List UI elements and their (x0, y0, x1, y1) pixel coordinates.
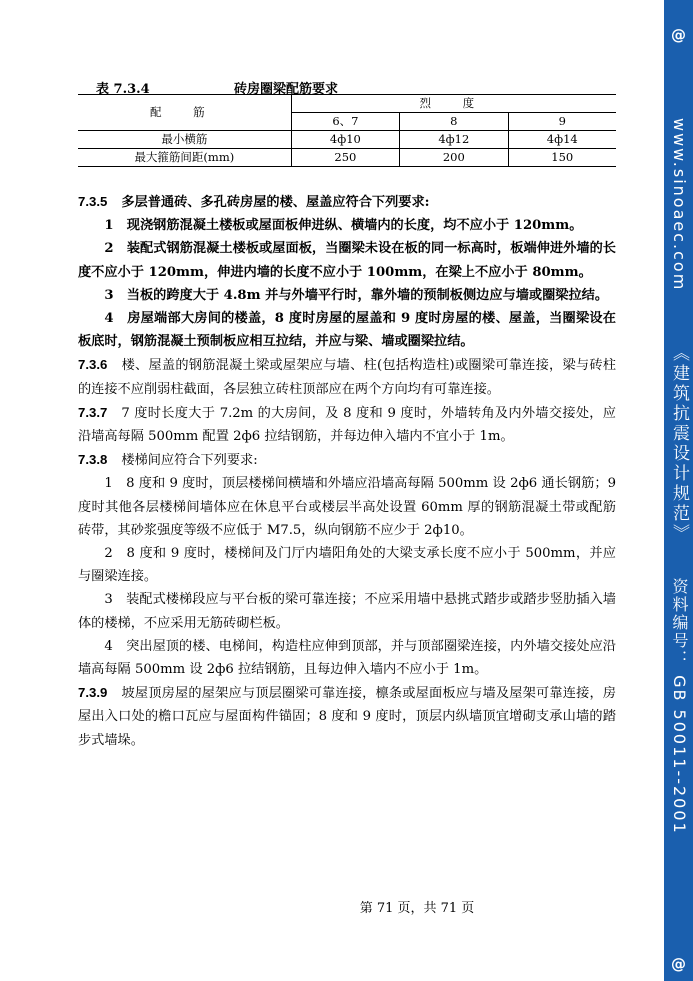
clause-7-3-9: 7.3.9 坡屋顶房屋的屋架应与顶层圈梁可靠连接，檩条或屋面板应与墙及屋架可靠连接，房屋出入口处的檐口瓦应与屋面构件锚固；8 度和 9 度时，顶层内纵墙顶宜增砌支承山墙的踏步式墙垛。 (78, 685, 616, 748)
clause-7-3-5-item-4: 4 房屋端部大房间的楼盖，8 度时房屋的屋盖和 9 度时房屋的楼、屋盖，当圈梁设在板底时，钢筋混凝土预制板应相互拉结，并应与梁、墙或圈梁拉结。 (78, 311, 616, 350)
table-caption-number: 表 7.3.4 (96, 82, 150, 97)
sidebar-document-code: 资料编号： GB 50011--2001 (670, 578, 689, 835)
clause-7-3-8-item-2: 2 8 度和 9 度时，楼梯间及门厅内墙阳角处的大梁支承长度不应小于 500mm，并应与圈梁连接。 (78, 546, 616, 585)
clause-7-3-5-heading: 7.3.5 多层普通砖、多孔砖房屋的楼、屋盖应符合下列要求: (78, 194, 430, 210)
table-row (78, 149, 616, 167)
page-number: 第 71 页，共 71 页 (359, 901, 475, 916)
table-cell: 4ф12 (400, 131, 508, 149)
at-sign-icon: @ (671, 955, 686, 973)
at-sign-icon: @ (671, 26, 686, 44)
clause-7-3-8-item-3: 3 装配式楼梯段应与平台板的梁可靠连接；不应采用墙中悬挑式踏步或踏步竖肋插入墙体的楼梯，不应采用无筋砖砌栏板。 (78, 592, 616, 631)
table-cell: 200 (400, 149, 508, 167)
table-row-label: 最小横筋 (78, 131, 291, 149)
clause-7-3-5-item-3: 3 当板的跨度大于 4.8m 并与外墙平行时，靠外墙的预制板侧边应与墙或圈梁拉结。 (104, 287, 609, 303)
clause-7-3-8-heading: 7.3.8 楼梯间应符合下列要求: (78, 452, 258, 469)
rebar-requirements-table (78, 94, 616, 167)
table-header-intensity: 烈 度 (291, 95, 616, 113)
table-cell: 250 (291, 149, 399, 167)
clause-7-3-5-item-2: 2 装配式钢筋混凝土楼板或屋面板，当圈梁未设在板的同一标高时，板端伸进外墙的长度不应小于 120mm，伸进内墙的长度不应小于 100mm，在梁上不应小于 80mm。 (78, 241, 616, 280)
table-col-6-7: 6、7 (291, 113, 399, 131)
clause-7-3-7: 7.3.7 7 度时长度大于 7.2m 的大房间，及 8 度和 9 度时，外墙转角及内外墙交接处，应沿墙高每隔 500mm 配置 2ф6 拉结钢筋，并每边伸入墙内不宜小于 1m。 (78, 404, 616, 445)
page-footer (0, 897, 664, 916)
table-cell: 4ф10 (291, 131, 399, 149)
table-cell: 150 (508, 149, 616, 167)
clause-7-3-8-item-4: 4 突出屋顶的楼、电梯间，构造柱应伸到顶部，并与顶部圈梁连接，内外墙交接处应沿墙高每隔 500mm 设 2ф6 拉结钢筋，且每边伸入墙内不应小于 1m。 (78, 638, 616, 678)
table-row (78, 131, 616, 149)
sidebar-website: www.sinoaec.com (670, 118, 689, 292)
body-text (78, 190, 616, 752)
table-cell: 4ф14 (508, 131, 616, 149)
clause-7-3-5-item-1: 1 现浇钢筋混凝土楼板或屋面板伸进纵、横墙内的长度，均不应小于 120mm。 (104, 218, 583, 234)
table-col-8: 8 (400, 113, 508, 131)
sidebar-book-title: 《建筑抗震设计规范》 (669, 344, 689, 544)
table-header-rebar: 配 筋 (78, 95, 291, 131)
clause-7-3-6: 7.3.6 楼、屋盖的钢筋混凝土梁或屋架应与墙、柱(包括构造柱)或圈梁可靠连接，梁与砖柱的连接不应削弱柱截面，各层独立砖柱顶部应在两个方向均有可靠连接。 (78, 357, 616, 397)
table-caption-title: 砖房圈梁配筋要求 (234, 82, 339, 97)
table-col-9: 9 (508, 113, 616, 131)
table-header-row (78, 95, 616, 113)
table-row-label: 最大箍筋间距(mm) (78, 149, 291, 167)
brand-sidebar (664, 0, 693, 981)
clause-7-3-8-item-1: 1 8 度和 9 度时，顶层楼梯间横墙和外墙应沿墙高每隔 500mm 设 2ф6 通长钢筋；9 度时其他各层楼梯间墙体应在休息平台或楼层半高处设置 60mm 厚的钢筋混凝土带或配筋砖带，其砂浆强度等级不应低于 M7.5，纵向钢筋不应少于 2ф10。 (78, 476, 616, 538)
